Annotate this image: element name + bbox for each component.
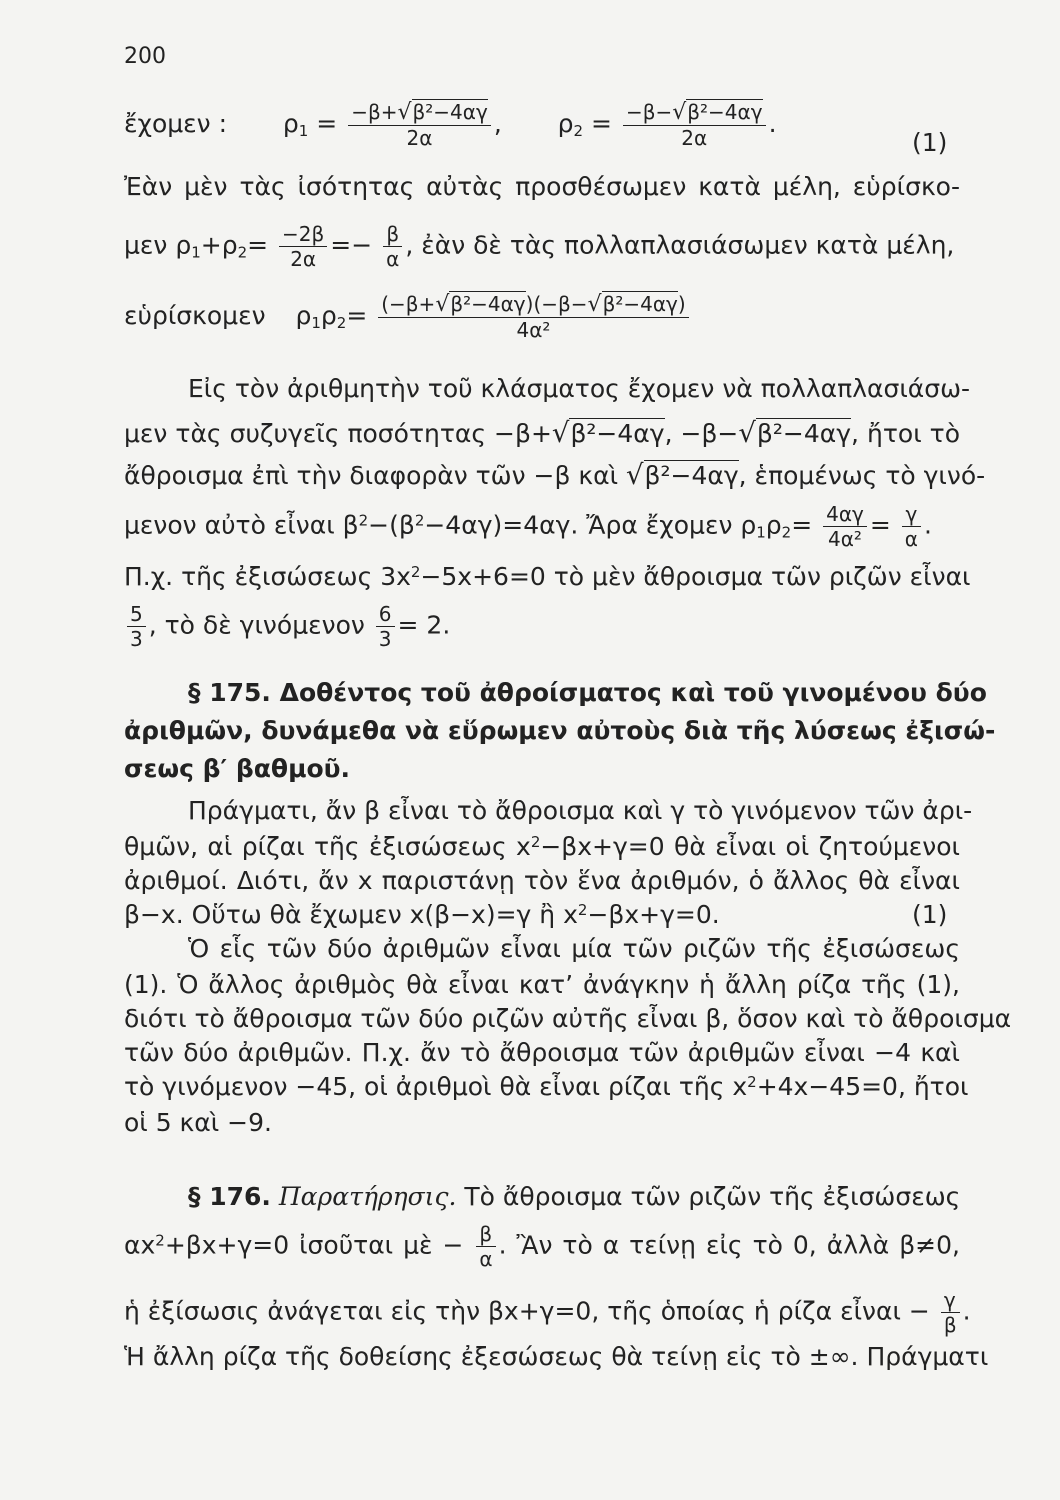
fraction: $\frac{5}{3}$ [127, 602, 146, 651]
text-line: $\frac{5}{3}$ , τὸ δὲ γινόμενον $\frac{6}{3}$ = 2. [124, 602, 450, 651]
text-line: Πράγματι, ἄν β εἶναι τὸ ἄθροισμα καὶ γ τὸ γινόμενον τῶν ἀρι- [188, 796, 973, 825]
section-175-heading-cont: σεως β′ βαθμοῦ. [124, 754, 351, 783]
text-line: θμῶν, αἱ ρίζαι τῆς ἐξισώσεως $x^2-\beta x+\gamma=0$ θὰ εἶναι οἱ ζητούμενοι [124, 832, 960, 861]
subscript: 1 [298, 122, 309, 140]
roots-formula-line: ἔχομεν : $\rho_1$ = $\frac{\text{−β+√β²−4αγ}}{2\alpha}$ , $\rho_2$ = $\frac{\text{−β−√β²−4αγ}}{2\alpha}$ . [124, 100, 777, 150]
text-line: τῶν δύο ἀριθμῶν. Π.χ. ἄν τὸ ἄθροισμα τῶν ἀριθμῶν εἶναι −4 καὶ [124, 1038, 960, 1067]
section-176-label: § 176. [188, 1182, 271, 1211]
fraction: $\frac{-2\beta}{2\alpha}$ [279, 222, 327, 271]
section-176-title: Παρατήρησις. [278, 1182, 457, 1211]
root1-fraction: $\frac{\text{−β+√β²−4αγ}}{2\alpha}$ [348, 100, 491, 150]
text-line: Π.χ. τῆς ἐξισώσεως $3x^2-5x+6=0$ τὸ μὲν ἄθροισμα τῶν ριζῶν εἶναι [124, 562, 971, 591]
sum-formula-line: μεν $\rho_1+\rho_2=$ $\frac{-2\beta}{2\alpha}$ =− $\frac{\beta}{\alpha}$ , ἐὰν δὲ τὰς πολλαπλασιάσωμεν κατὰ μέλη, [124, 222, 955, 271]
text-line: (1). Ὁ ἄλλος ἀριθμὸς θὰ εἶναι κατ’ ἀνάγκην ἡ ἄλλη ρίζα τῆς (1), [124, 970, 960, 999]
text: = [316, 109, 338, 138]
root2-fraction: $\frac{\text{−β−√β²−4αγ}}{2\alpha}$ [623, 100, 766, 150]
text-line: ἀριθμοί. Διότι, ἄν x παριστάνῃ τὸν ἕνα ἀριθμόν, ὁ ἄλλος θὰ εἶναι [124, 866, 960, 895]
text-line: ἄθροισμα ἐπὶ τὴν διαφορὰν τῶν −β καὶ √β²−4αγ, ἑπομένως τὸ γινό- [124, 459, 986, 491]
text-line: ἡ ἐξίσωσις ἀνάγεται εἰς τὴν βx+γ=0, τῆς ὁποίας ἡ ρίζα εἶναι − $\frac{\gamma}{\beta}$ . [124, 1288, 971, 1337]
equation-tag: (1) [912, 900, 948, 929]
fraction: $\frac{\beta}{\alpha}$ [383, 222, 402, 271]
text-line: β−x. Οὕτω θὰ ἔχωμεν x(β−x)=γ ἢ $x^2-\beta x+\gamma=0$. [124, 900, 720, 929]
text-line: τὸ γινόμενον −45, οἱ ἀριθμοὶ θὰ εἶναι ρίζαι τῆς $x^2+4x-45=0$, ἤτοι [124, 1072, 969, 1101]
text: ἔχομεν : [124, 109, 228, 138]
fraction: $\frac{\beta}{\alpha}$ [476, 1222, 495, 1271]
page-number: 200 [124, 44, 166, 69]
text-line: Ἡ ἄλλη ρίζα τῆς δοθείσης ἐξεσώσεως θὰ τείνῃ εἰς τὸ ±∞. Πράγματι [124, 1342, 989, 1371]
text-line: Εἰς τὸν ἀριθμητὴν τοῦ κλάσματος ἔχομεν νὰ πολλαπλασιάσω- [188, 374, 971, 403]
section-175-heading: § 175. Δοθέντος τοῦ ἀθροίσματος καὶ τοῦ γινομένου δύο [188, 678, 987, 707]
text-line: διότι τὸ ἄθροισμα τῶν δύο ριζῶν αὐτῆς εἶναι β, ὅσον καὶ τὸ ἄθροισμα [124, 1004, 1012, 1033]
text-line: $\alpha x^2+\beta x+\gamma=0$ ἰσοῦται μὲ − $\frac{\beta}{\alpha}$ . Ἂν τὸ α τείνῃ εἰς τὸ 0, ἀλλὰ β≠0, [124, 1222, 960, 1271]
product-formula-line: εὑρίσκομεν $\rho_1\rho_2=$ $\frac{\text{(−β+√β²−4αγ)(−β−√β²−4αγ)}}{\text{4α²}}$ [124, 292, 692, 342]
fraction: $\frac{\gamma}{\beta}$ [941, 1288, 960, 1337]
text-line: μεν τὰς συζυγεῖς ποσότητας −β+√β²−4αγ, −β−√β²−4αγ, ἤτοι τὸ [124, 417, 961, 449]
product-fraction: $\frac{\text{(−β+√β²−4αγ)(−β−√β²−4αγ)}}{\text{4α²}}$ [378, 292, 688, 342]
section-176-line: § 176. Παρατήρησις. Τὸ ἄθροισμα τῶν ριζῶν τῆς ἐξισώσεως [188, 1182, 961, 1211]
text-line: Ὁ εἷς τῶν δύο ἀριθμῶν εἶναι μία τῶν ριζῶν τῆς ἐξισώσεως [188, 934, 960, 963]
text-line: Ἐὰν μὲν τὰς ἰσότητας αὐτὰς προσθέσωμεν κατὰ μέλη, εὑρίσκο- [124, 172, 960, 201]
equation-tag: (1) [912, 128, 948, 157]
fraction: $\frac{4\alpha\gamma}{\text{4α²}}$ [823, 502, 867, 551]
fraction: $\frac{\gamma}{\alpha}$ [902, 502, 921, 551]
text-line: μενον αὐτὸ εἶναι $\beta^2-(\beta^2-4\alpha\gamma)=4\alpha\gamma$. Ἄρα ἔχομεν $\rho_1\rho_2=$ $\frac{4\alpha\gamma}{\text{4α²}}$ = $\frac{\gamma}{\alpha}$ . [124, 502, 932, 551]
text: ρ [282, 109, 299, 138]
fraction: $\frac{6}{3}$ [376, 602, 395, 651]
section-175-heading-cont: ἀριθμῶν, δυνάμεθα νὰ εὕρωμεν αὐτοὺς διὰ τῆς λύσεως ἐξισώ- [124, 716, 996, 745]
text-line: οἱ 5 καὶ −9. [124, 1108, 272, 1137]
